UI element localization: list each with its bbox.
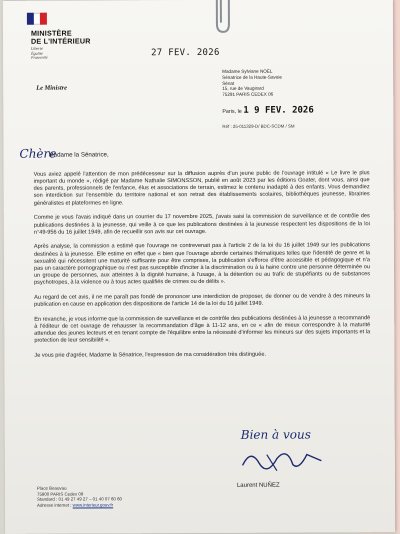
body-paragraph: Au regard de cet avis, il ne me paraît pas fondé de prononcer une interdiction de proposer, de donner ou de vendre à des mineurs la publication en cause en application des dispositions de l'article 14 de la loi du 16 juillet 1949.	[34, 293, 371, 308]
received-date-stamp: 27 FEV. 2026	[151, 47, 220, 59]
salutation: Madame la Sénatrice,	[48, 151, 109, 159]
date-stamp: 1 9 FEV. 2026	[243, 105, 314, 116]
footer-line: Place Beauvau	[36, 485, 67, 491]
letter-page	[3, 0, 395, 534]
ministry-line-2: DE L'INTÉRIEUR	[30, 36, 91, 46]
footer-line	[37, 502, 122, 508]
signatory-name: Laurent NUÑEZ	[236, 482, 280, 489]
recipient-address	[222, 69, 282, 98]
signatory-title: Le Ministre	[36, 84, 67, 92]
republic-logo	[27, 13, 77, 28]
website-link[interactable]: www.interieur.gouv.fr	[72, 501, 114, 508]
footer-web-label: Adresse internet :	[37, 502, 73, 508]
recipient-line: Madame Sylviane NOËL	[222, 68, 273, 74]
motto-liberte: Liberté	[31, 45, 43, 51]
closing-paragraph: Je vous prie d'agréer, Madame la Sénatrice, l'expression de ma considération très distinguée.	[34, 351, 267, 359]
place-and-date	[222, 105, 313, 115]
french-flag-icon	[27, 13, 47, 25]
ministry-line-1: MINISTÈRE	[30, 28, 72, 38]
letter-body	[34, 170, 371, 367]
motto-fraternite: Fraternité	[31, 54, 48, 60]
ministry-name	[31, 29, 91, 44]
body-paragraph: Vous aviez appelé l'attention de mon prédécesseur sur la diffusion auprès d'un jeune public de l'ouvrage intitulé « Le livre le plus important du monde », rédigé par Madame Nathalie SIMONSSON, publié en août 2023 par les éditions Goater, dont vous, ainsi que des parents, professionnels de l'enfance, élus et associations de terrain, estimez le contenu inadapté à des enfants. Vous demandiez son interdiction sur l'ensemble du territoire national et son retrait des établissements scolaires, bibliothèques jeunesse, librairies généralistes et plateformes en ligne.	[33, 170, 370, 207]
handwritten-signature	[237, 424, 327, 474]
recipient-line: 75291 PARIS CEDEX 06	[222, 91, 274, 98]
footer-line: 75800 PARIS Cedex 08	[36, 491, 84, 497]
ministry-footer	[37, 485, 122, 507]
body-paragraph: En revanche, je vous informe que la commission de surveillance et de contrôle des publications destinées à la jeunesse a recommandé à l'éditeur de cet ouvrage de rehausser la recommandation d'âge à 11-12 ans, en ce « afin de mieux correspondre à la maturité attendue des jeunes lecteurs et en tenant compte de l'équilibre entre la nécessité d'informer les mineurs sur des sujets importants et la protection de leur sensibilité ».	[34, 315, 371, 345]
paperclip-icon	[209, 0, 235, 36]
national-motto	[31, 47, 48, 61]
motto-egalite: Égalité	[31, 50, 43, 56]
handwritten-closing: Bien à vous	[240, 427, 311, 442]
recipient-line: 15, rue de Vaugirard	[222, 86, 264, 92]
body-paragraph: Après analyse, la commission a estimé que l'ouvrage ne contrevenait pas à l'article 2 de la loi du 16 juillet 1949 sur les publications destinées à la jeunesse. Elle estime en effet que « bien que l'ouvrage aborde certaines thématiques telles que l'identité de genre et la sexualité qui nécessitent une maturité suffisante pour être comprises, la publication s'efforce d'être accessible et pédagogique et n'a pas un caractère pornographique ou n'est pas susceptible d'inciter à la discrimination ou à la haine contre une personne déterminée ou un groupe de personnes, aux atteintes à la dignité humaine, à l'usage, à la détention ou au trafic de stupéfiants ou de substances psychotropes, à la violence ou à tous actes qualifiés de crimes ou de délits ».	[33, 242, 371, 286]
handwritten-salutation: Chère	[19, 146, 57, 161]
footer-line: Standard : 01 49 27 49 27 – 01 40 07 60 60	[37, 496, 122, 502]
recipient-line: Sénat	[222, 80, 235, 86]
place-label: Paris, le	[222, 108, 242, 115]
recipient-line: Sénatrice de la Haute-Savoie	[222, 74, 282, 80]
body-paragraph: Comme je vous l'avais indiqué dans un courrier du 17 novembre 2025, j'avais saisi la commission de surveillance et de contrôle des publications destinées à la jeunesse, qui veille à ce que les publications destinées à la jeunesse respectent les dispositions de la loi n°49-956 du 16 juillet 1949, afin de recueillir son avis sur cet ouvrage.	[33, 213, 370, 236]
reference-number: Réf : 25-011329-D/ BDC-SCDM / SM	[222, 123, 295, 129]
